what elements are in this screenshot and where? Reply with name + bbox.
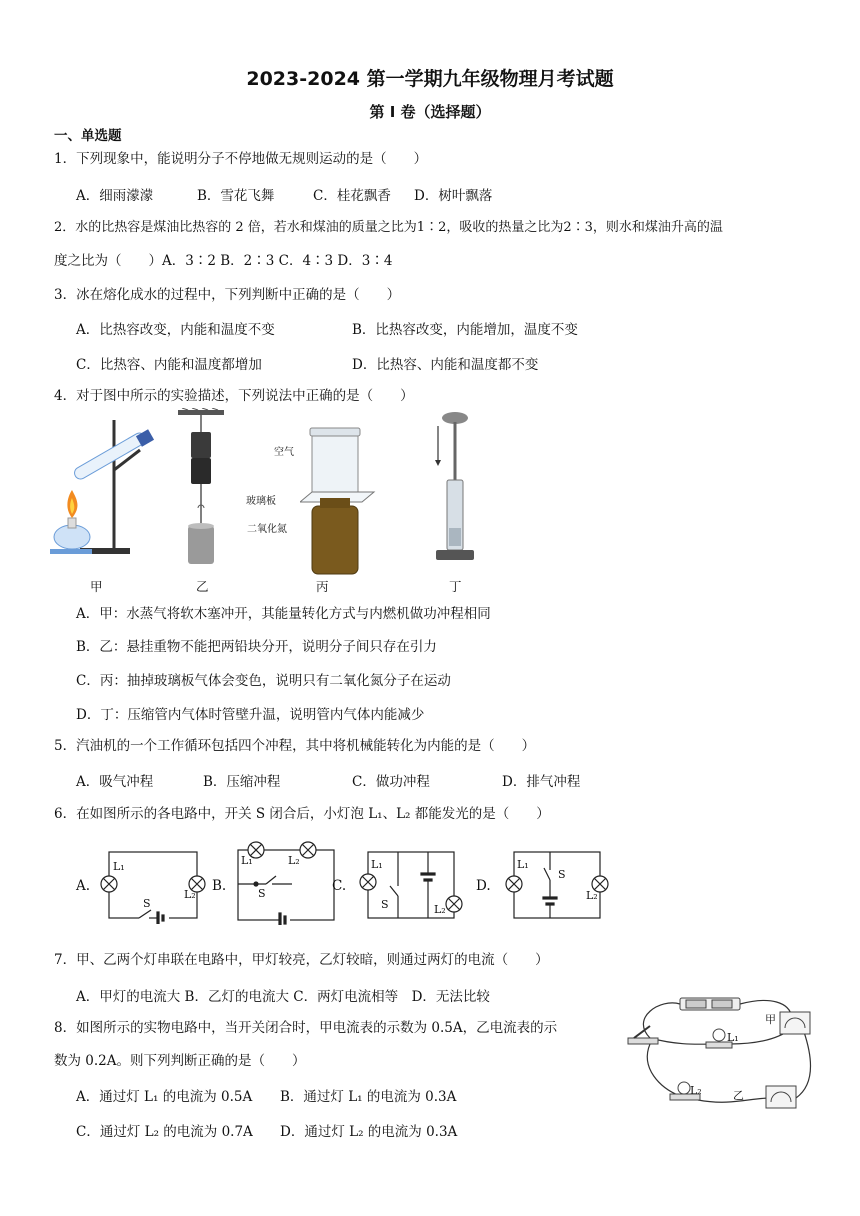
q4-option-b[interactable]: B．乙：悬挂重物不能把两铅块分开，说明分子间只存在引力: [76, 639, 437, 655]
section-heading: 一、单选题: [54, 128, 122, 144]
callout-air: 空气: [274, 447, 294, 458]
q6-choice-d-letter[interactable]: D.: [476, 878, 491, 894]
question-8-line-2: 数为 0.2A。则下列判断正确的是（ ）: [54, 1053, 306, 1069]
q1-option-d[interactable]: D．树叶飘落: [414, 188, 493, 204]
figure-yi-lead-blocks: [176, 408, 228, 573]
question-7-stem: 7．甲、乙两个灯串联在电路中，甲灯较亮，乙灯较暗，则通过两灯的电流（ ）: [54, 952, 549, 968]
question-5-stem: 5．汽油机的一个工作循环包括四个冲程，其中将机械能转化为内能的是（ ）: [54, 738, 536, 754]
q3-option-c[interactable]: C．比热容、内能和温度都增加: [76, 357, 262, 373]
q8-fig-label-l2: L₂: [690, 1084, 702, 1097]
figure-label-ding: 丁: [449, 579, 462, 594]
q6-choice-a-letter[interactable]: A.: [76, 878, 91, 894]
q1-option-b[interactable]: B．雪花飞舞: [197, 188, 275, 204]
question-1-stem: 1．下列现象中，能说明分子不停地做无规则运动的是（ ）: [54, 151, 428, 167]
q8-fig-label-yi: 乙: [733, 1089, 744, 1102]
q4-option-d[interactable]: D．丁：压缩管内气体时管壁升温，说明管内气体内能减少: [76, 707, 425, 723]
q8-option-c[interactable]: C．通过灯 L₂ 的电流为 0.7A: [76, 1124, 253, 1140]
q5-option-a[interactable]: A．吸气冲程: [76, 774, 154, 790]
figure-label-bing: 丙: [316, 579, 329, 594]
q6b-l1-label: L₁: [241, 854, 253, 867]
q6-circuit-b: [232, 840, 342, 925]
question-4-stem: 4．对于图中所示的实验描述，下列说法中正确的是（ ）: [54, 388, 414, 404]
question-3-stem: 3．冰在熔化成水的过程中，下列判断中正确的是（ ）: [54, 287, 401, 303]
q6b-l2-label: L₂: [288, 854, 300, 867]
question-2-line-2: 度之比为（ ）A．3∶2 B．2∶3 C．4∶3 D．3∶4: [54, 253, 393, 269]
q8-fig-label-l1: L₁: [727, 1031, 739, 1044]
q6a-l2-label: L₂: [184, 888, 196, 901]
q5-option-c[interactable]: C．做功冲程: [352, 774, 430, 790]
figure-ding-fire-syringe: [430, 410, 480, 565]
q8-fig-label-jia: 甲: [765, 1013, 776, 1026]
q8-physical-circuit-figure: [620, 988, 816, 1128]
figure-bing-gas-diffusion: [300, 424, 380, 576]
q6a-l1-label: L₁: [113, 860, 125, 873]
q4-option-a[interactable]: A．甲：水蒸气将软木塞冲开，其能量转化方式与内燃机做功冲程相同: [76, 606, 491, 622]
callout-no2: 二氧化氮: [247, 524, 287, 535]
q8-option-b[interactable]: B．通过灯 L₁ 的电流为 0.3A: [280, 1089, 457, 1105]
q6d-l2-label: L₂: [586, 889, 598, 902]
q1-option-a[interactable]: A．细雨濛濛: [76, 188, 154, 204]
q6c-l2-label: L₂: [434, 903, 446, 916]
q6a-switch-label: S: [143, 897, 151, 910]
q5-option-d[interactable]: D．排气冲程: [502, 774, 581, 790]
q8-option-a[interactable]: A．通过灯 L₁ 的电流为 0.5A: [76, 1089, 253, 1105]
q6-choice-c-letter[interactable]: C.: [332, 878, 347, 894]
q6d-switch-label: S: [558, 868, 566, 881]
q1-option-c[interactable]: C．桂花飘香: [313, 188, 391, 204]
q3-option-d[interactable]: D．比热容、内能和温度都不变: [352, 357, 539, 373]
figure-label-yi: 乙: [196, 579, 209, 594]
page-subtitle: 第 I 卷（选择题）: [369, 103, 491, 121]
q6-circuit-a: [95, 846, 211, 924]
figure-jia-test-tube-heating: [50, 410, 160, 560]
q6c-l1-label: L₁: [371, 858, 383, 871]
q3-option-b[interactable]: B．比热容改变，内能增加，温度不变: [352, 322, 578, 338]
q6-choice-b-letter[interactable]: B.: [212, 878, 227, 894]
page-title: 2023-2024 第一学期九年级物理月考试题: [246, 68, 614, 90]
callout-glass-plate: 玻璃板: [246, 496, 276, 507]
q4-option-c[interactable]: C．丙：抽掉玻璃板气体会变色，说明只有二氧化氮分子在运动: [76, 673, 451, 689]
q6b-switch-label: S: [258, 887, 266, 900]
q6c-switch-label: S: [381, 898, 389, 911]
q8-option-d[interactable]: D．通过灯 L₂ 的电流为 0.3A: [280, 1124, 458, 1140]
q3-option-a[interactable]: A．比热容改变，内能和温度不变: [76, 322, 275, 338]
question-6-stem: 6．在如图所示的各电路中，开关 S 闭合后，小灯泡 L₁、L₂ 都能发光的是（ ）: [54, 806, 550, 822]
q7-options[interactable]: A．甲灯的电流大 B．乙灯的电流大 C．两灯电流相等 D．无法比较: [76, 989, 490, 1005]
question-8-line-1: 8．如图所示的实物电路中，当开关闭合时，甲电流表的示数为 0.5A，乙电流表的示: [54, 1020, 558, 1036]
q5-option-b[interactable]: B．压缩冲程: [203, 774, 281, 790]
q6d-l1-label: L₁: [517, 858, 529, 871]
figure-label-jia: 甲: [90, 579, 103, 594]
question-2-line-1: 2．水的比热容是煤油比热容的 2 倍，若水和煤油的质量之比为1∶2，吸收的热量之比为2∶3，则水和煤油升高的温: [54, 220, 723, 235]
